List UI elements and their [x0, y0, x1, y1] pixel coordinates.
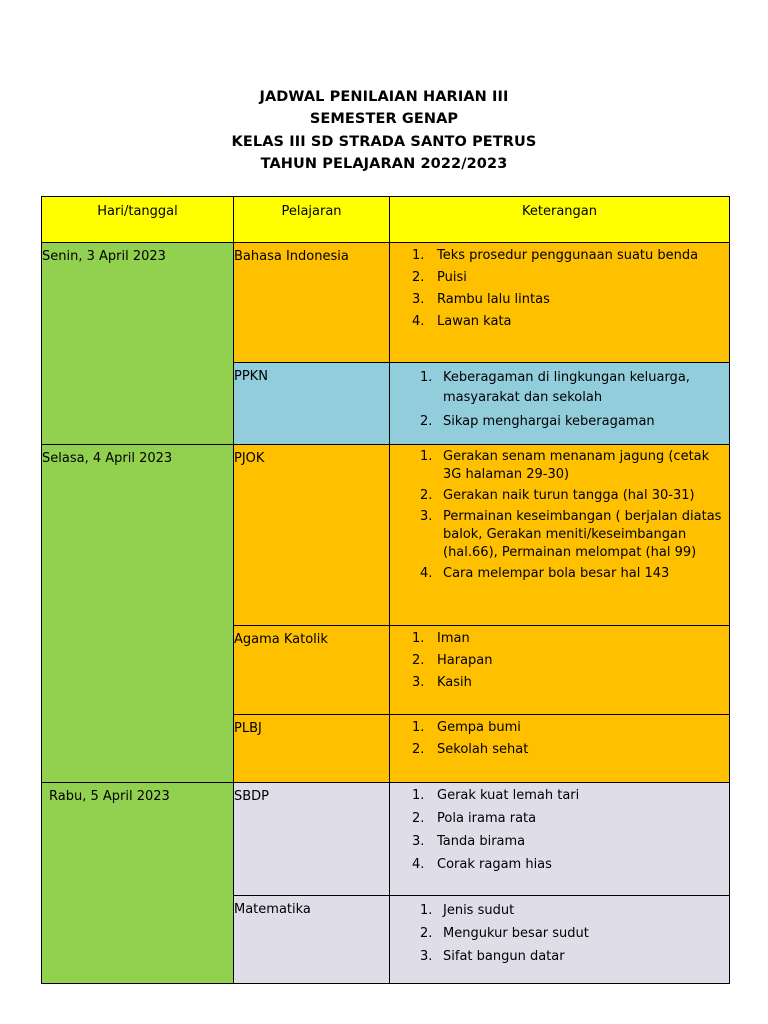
notes-list — [390, 715, 729, 760]
title-line-1: JADWAL PENILAIAN HARIAN III — [259, 89, 509, 105]
list-item: 3. Tanda birama — [412, 834, 526, 849]
list-item: 2. Mengukur besar sudut — [420, 926, 589, 941]
list-item: 3. Kasih — [412, 675, 472, 690]
list-item: 2. Gerakan naik turun tangga (hal 30-31) — [420, 488, 695, 503]
list-item: 1. Jenis sudut — [420, 903, 515, 918]
notes-cell — [390, 783, 730, 896]
subject-cell: Matematika — [234, 896, 390, 984]
subject-cell: PLBJ — [234, 715, 390, 783]
document-title — [0, 86, 768, 175]
subject-cell: PJOK — [234, 445, 390, 626]
table-row — [42, 783, 730, 896]
list-item: 2. Sekolah sehat — [412, 742, 529, 757]
table-row — [42, 243, 730, 363]
day-cell: Selasa, 4 April 2023 — [42, 445, 234, 783]
header-subject: Pelajaran — [234, 197, 390, 243]
subject-cell: Bahasa Indonesia — [234, 243, 390, 363]
notes-cell — [390, 896, 730, 984]
list-item: 1. Teks prosedur penggunaan suatu benda — [412, 248, 699, 263]
list-item: 4. Corak ragam hias — [412, 857, 552, 872]
list-item: 2. Pola irama rata — [412, 811, 537, 826]
day-cell: Senin, 3 April 2023 — [42, 243, 234, 445]
list-item: 4. Cara melempar bola besar hal 143 — [420, 566, 670, 581]
notes-cell — [390, 363, 730, 445]
subject-cell: Agama Katolik — [234, 626, 390, 715]
header-day: Hari/tanggal — [42, 197, 234, 243]
schedule-table — [41, 196, 730, 984]
table-header-row — [42, 197, 730, 243]
subject-cell: PPKN — [234, 363, 390, 445]
list-item: 1. Iman — [412, 631, 470, 646]
notes-cell — [390, 715, 730, 783]
notes-list — [390, 783, 729, 875]
list-item: 2. Puisi — [412, 270, 467, 285]
table-row — [42, 445, 730, 626]
list-item: 1. Keberagaman di lingkungan keluarga, masyarakat dan sekolah — [420, 370, 690, 405]
notes-list — [390, 896, 729, 967]
subject-cell: SBDP — [234, 783, 390, 896]
notes-cell — [390, 626, 730, 715]
list-item: 2. Sikap menghargai keberagaman — [420, 414, 655, 429]
list-item: 3. Sifat bangun datar — [420, 949, 565, 964]
notes-list — [390, 243, 729, 332]
list-item: 1. Gempa bumi — [412, 720, 521, 735]
title-line-2: SEMESTER GENAP — [309, 111, 459, 128]
header-notes: Keterangan — [390, 197, 730, 243]
title-line-4: TAHUN PELAJARAN 2022/2023 — [260, 155, 508, 172]
list-item: 4. Lawan kata — [412, 314, 512, 329]
list-item: 2. Harapan — [412, 653, 493, 668]
notes-list — [390, 626, 729, 693]
notes-cell — [390, 243, 730, 363]
notes-list — [390, 363, 729, 432]
day-cell: Rabu, 5 April 2023 — [42, 783, 234, 984]
list-item: 1. Gerakan senam menanam jagung (cetak 3G halaman 29-30) — [420, 449, 710, 482]
list-item: 3. Permainan keseimbangan ( berjalan diatas balok, Gerakan meniti/keseimbangan (hal.66), Permainan melompat (hal 99) — [420, 509, 722, 560]
notes-list — [390, 445, 729, 583]
title-line-3: KELAS III SD STRADA SANTO PETRUS — [231, 133, 537, 150]
notes-cell — [390, 445, 730, 626]
list-item: 3. Rambu lalu lintas — [412, 292, 550, 307]
list-item: 1. Gerak kuat lemah tari — [412, 788, 580, 803]
